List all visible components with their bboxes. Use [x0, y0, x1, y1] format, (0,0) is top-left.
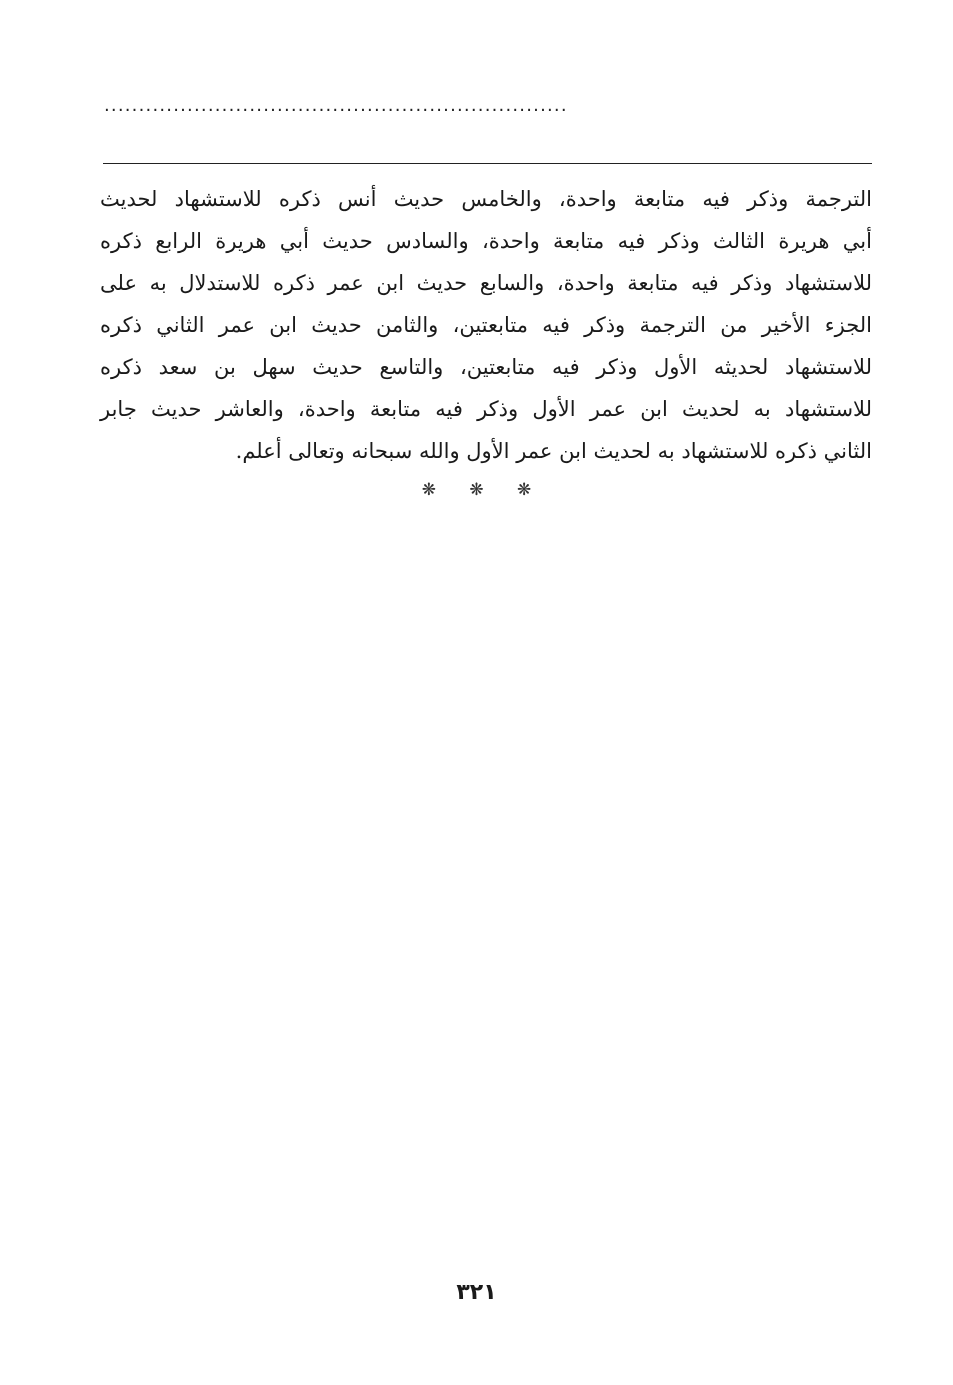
- text-line: الثاني ذكره للاستشهاد به لحديث ابن عمر الأول والله سبحانه وتعالى أعلم.: [235, 439, 872, 463]
- dotted-separator: ...................................................................: [104, 95, 568, 116]
- text-line: للاستشهاد لحديثه الأول وذكر فيه متابعتين، والتاسع حديث سهل بن سعد ذكره: [100, 355, 872, 379]
- main-text: [100, 178, 872, 472]
- text-line: أبي هريرة الثالث وذكر فيه متابعة واحدة، والسادس حديث أبي هريرة الرابع ذكره: [100, 229, 872, 253]
- text-line: للاستشهاد وذكر فيه متابعة واحدة، والسابع حديث ابن عمر ذكره للاستدلال به على: [100, 271, 872, 295]
- text-line: الجزء الأخير من الترجمة وذكر فيه متابعتين، والثامن حديث ابن عمر الثاني ذكره: [100, 313, 872, 337]
- asterism-icon: ❋: [517, 480, 532, 500]
- asterism-icon: ❋: [421, 480, 436, 500]
- page-number: ٣٢١: [456, 1280, 497, 1305]
- text-line: للاستشهاد به لحديث ابن عمر الأول وذكر فيه متابعة واحدة، والعاشر حديث جابر: [100, 397, 872, 421]
- footnote-rule: [103, 163, 872, 164]
- asterism-icon: ❋: [469, 480, 484, 500]
- text-line: الترجمة وذكر فيه متابعة واحدة، والخامس حديث أنس ذكره للاستشهاد لحديث: [100, 187, 872, 211]
- section-break: [0, 480, 953, 500]
